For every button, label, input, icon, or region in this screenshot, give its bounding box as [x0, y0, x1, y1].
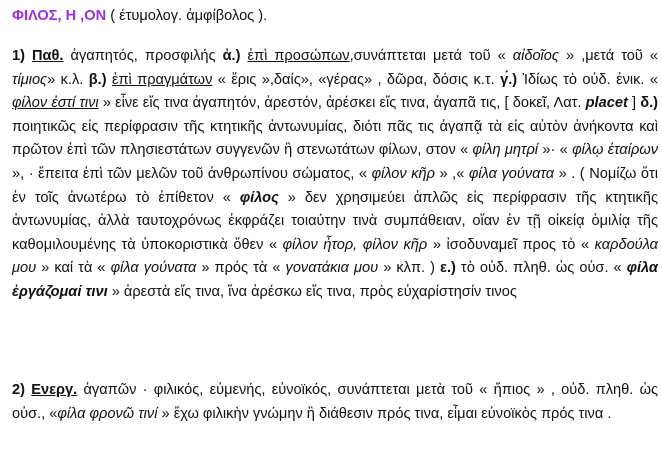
bold-italic-run: φίλα ἐργάζομαί τινι: [12, 260, 658, 300]
text-run: », · ἔπειτα ἐπὶ τῶν μελῶν τοῦ ἀνθρωπίνου σώματος, «: [12, 165, 372, 182]
text-run: ποιητικῶς εἰς περίφρασιν τῆς κτητικῆς ἀντωνυμίας, διότι πᾶς τις ἀγαπᾷ τὰ εἰς αὐτὸν ἀνήκοντα καὶ πρῶτον ἐπὶ τῶν πλησιεστάτων συγγενῶν ἢ στενωτάτων φίλων, στον «: [12, 118, 658, 159]
italic-run: φίλον ἦτορ, φίλον κῆρ: [282, 236, 428, 253]
bold-run: β.): [88, 71, 107, 88]
etymology-note: ( έτυμολογ. ἀμφίβολος ).: [106, 8, 268, 24]
italic-run: γονατάκια μου: [285, 260, 379, 277]
text-run: Ἰδίως τὸ οὐδ. ἐνικ. «: [517, 71, 658, 88]
text-run: τὸ οὐδ. πληθ. ὡς οὐσ. «: [455, 260, 627, 277]
italic-run: αἰδοῖος: [512, 48, 560, 64]
bold-run: 2): [12, 382, 32, 398]
text-run: [240, 48, 247, 64]
italic-run: φίλη μητρί: [472, 142, 539, 159]
bold-run: γ́.): [500, 71, 518, 88]
bold-run: 1): [12, 48, 33, 64]
text-run: » κ.λ.: [47, 71, 89, 88]
text-run: » ,«: [435, 165, 469, 182]
italic-run: φίλα γούνατα: [110, 260, 197, 277]
grammar-label: Παθ.: [32, 48, 64, 64]
text-run: » εἶνε εἴς τινα ἀγαπητόν, ἀρεστόν, ἀρέσκει εἴς τινα, ἀγαπᾶ τις, [ δοκεῖ, Λατ.: [98, 95, 586, 112]
italic-run: καρδούλα μου: [12, 236, 659, 277]
text-run: » ἰσοδυναμεῖ προς τὸ «: [427, 236, 595, 253]
text-run: ,συνάπτεται μετά τοῦ «: [349, 48, 513, 64]
italic-run: φίλα φρονῶ τινί: [57, 405, 158, 422]
italic-underlined-run: φίλον ἐστί τινι: [12, 95, 99, 112]
italic-run: τίμιος: [12, 71, 48, 88]
sense-active: [12, 379, 658, 426]
italic-run: φίλον κῆρ: [371, 165, 435, 182]
entry-headline: [12, 5, 267, 29]
text-run: » δεν χρησιμεύει ἁπλῶς εἰς περίφρασιν τῆς κτητικῆς ἀντωνυμίας, ἀλλὰ ταυτοχρόνως ἐκφράζει τοιαύτην τινὰ συμπάθειαν, οἵαν ἐν τῇ οἰκείᾳ ὁμιλίᾳ τῆς καθομιλουμένης τὰ ὑποκοριστικὰ ὅθεν «: [12, 189, 658, 253]
underlined-run: ἐπὶ πραγμάτων: [111, 71, 213, 88]
bold-run: ε.): [440, 260, 456, 277]
text-run: ἀγαπῶν · φιλικός, εὐμενής, εὐνοϊκός, συνάπτεται μετὰ τοῦ « ἤπιος » , οὐδ. πληθ. ὡς οὐσ., «: [12, 382, 658, 422]
sense-passive: [12, 45, 658, 305]
underlined-run: ἐπὶ προσώπων: [247, 48, 350, 64]
text-run: ]: [627, 95, 641, 112]
text-run: » πρός τὰ «: [196, 260, 286, 277]
text-run: « ἔρις »,δαίς», «γέρας» , δῶρα, δόσις κ.τ.: [212, 71, 501, 88]
italic-run: φίλα γούνατα: [468, 165, 555, 182]
text-run: » καί τὰ «: [36, 260, 111, 277]
text-run: » . ( Νομίζω ὅτι ἐν τοῖς ἀνωτέρω τὸ ἐπίθετον «: [12, 165, 658, 206]
text-run: ἀγαπητός, προσφιλής: [63, 48, 223, 64]
lemma-headword: ΦΙΛΟΣ, Η ,ΟΝ: [12, 8, 107, 24]
text-run: » κλπ. ): [378, 260, 441, 277]
grammar-label: Ενεργ.: [31, 382, 78, 398]
text-run: »· «: [538, 142, 573, 159]
bold-run: ἀ.): [222, 48, 241, 64]
text-run: » ἀρεστὰ εἴς τινα, ἵνα ἀρέσκω εἴς τινα, πρὸς εὐχαρίστησίν τινος: [107, 283, 517, 300]
bold-italic-run: placet: [585, 95, 628, 112]
italic-run: φίλῳ ἑταίρων: [572, 142, 658, 159]
text-run: » ,μετά τοῦ «: [559, 48, 659, 64]
bold-italic-run: φίλος: [239, 189, 279, 206]
text-run: » ἔχω φιλικὴν γνώμην ἢ διάθεσιν πρός τινα, εἶμαι εὐνοϊκὸς πρός τινα .: [157, 405, 612, 422]
bold-run: δ.): [640, 95, 658, 112]
